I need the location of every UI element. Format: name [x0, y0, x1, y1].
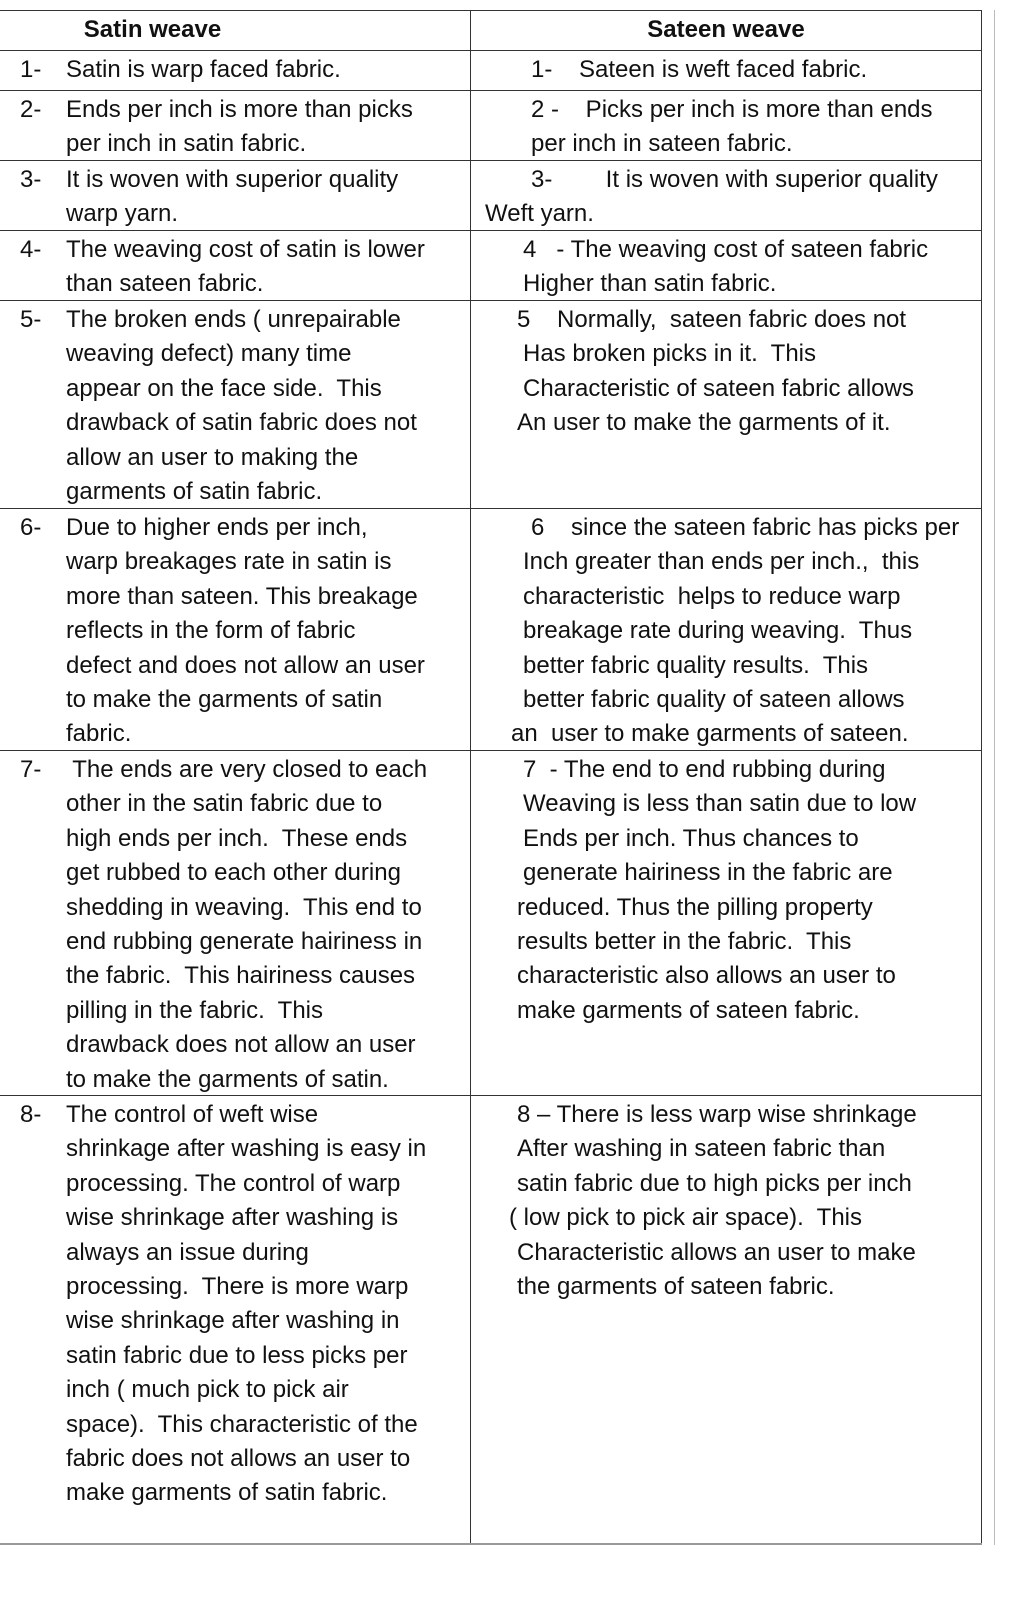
table-row: [0, 1096, 981, 1544]
table-header-row: [0, 11, 981, 51]
satin-text: [66, 163, 398, 232]
satin-text: [66, 753, 427, 1097]
text-line: to make the garments of satin: [66, 686, 383, 714]
text-line: satin fabric due to less picks per: [66, 1341, 408, 1369]
text-line: 8 – There is less warp wise shrinkage: [517, 1101, 917, 1128]
sateen-text: [509, 1098, 917, 1304]
row-number: 7-: [20, 756, 42, 783]
row-number: 8-: [20, 1101, 42, 1128]
text-line: 4 - The weaving cost of sateen fabric: [523, 236, 929, 263]
text-line: The ends are very closed to each: [66, 756, 428, 783]
text-line: an user to make garments of sateen.: [511, 720, 909, 748]
sateen-text: [485, 163, 938, 232]
text-line: weaving defect) many time: [66, 340, 352, 368]
text-line: 1- Sateen is weft faced fabric.: [531, 56, 868, 83]
sateen-text: [523, 233, 928, 302]
text-line: reduced. Thus the pilling property: [517, 893, 873, 921]
sateen-text: [517, 303, 914, 441]
row-number: 1-: [20, 56, 42, 83]
text-line: make garments of sateen fabric.: [517, 996, 860, 1024]
satin-text: [66, 53, 341, 87]
text-line: allow an user to making the: [66, 443, 359, 471]
row-number: 2-: [20, 96, 42, 123]
sateen-text: [511, 511, 959, 752]
text-line: After washing in sateen fabric than: [517, 1135, 886, 1163]
text-line: characteristic also allows an user to: [517, 962, 896, 990]
text-line: Due to higher ends per inch,: [66, 514, 368, 541]
text-line: breakage rate during weaving. Thus: [523, 617, 913, 645]
text-line: 7 - The end to end rubbing during: [523, 756, 886, 783]
text-line: defect and does not allow an user: [66, 651, 425, 679]
text-line: Weaving is less than satin due to low: [523, 790, 917, 818]
comparison-table: [0, 10, 982, 1543]
satin-text: [66, 233, 425, 302]
text-line: shedding in weaving. This end to: [66, 893, 422, 921]
text-line: processing. The control of warp: [66, 1169, 401, 1197]
text-line: the garments of sateen fabric.: [517, 1273, 835, 1301]
header-satin-weave: Satin weave: [83, 16, 222, 43]
text-line: The weaving cost of satin is lower: [66, 236, 425, 263]
text-line: garments of satin fabric.: [66, 478, 323, 506]
text-line: Ends per inch. Thus chances to: [523, 824, 859, 852]
satin-cell: [0, 301, 470, 508]
text-line: shrinkage after washing is easy in: [66, 1135, 427, 1163]
text-line: drawback does not allow an user: [66, 1031, 416, 1059]
header-sateen-weave: Sateen weave: [470, 11, 981, 50]
sateen-cell: [470, 509, 981, 750]
table-row: [0, 51, 981, 91]
satin-cell: [0, 91, 470, 160]
text-line: Has broken picks in it. This: [523, 340, 817, 368]
text-line: high ends per inch. These ends: [66, 824, 408, 852]
text-line: per inch in sateen fabric.: [531, 130, 793, 158]
text-line: the fabric. This hairiness causes: [66, 962, 416, 990]
text-line: satin fabric due to high picks per inch: [517, 1169, 912, 1197]
text-line: always an issue during: [66, 1238, 309, 1266]
text-line: reflects in the form of fabric: [66, 617, 356, 645]
text-line: more than sateen. This breakage: [66, 582, 418, 610]
sateen-text: [517, 753, 916, 1028]
row-number: 3-: [20, 166, 42, 193]
text-line: end rubbing generate hairiness in: [66, 928, 423, 956]
text-line: Higher than satin fabric.: [523, 270, 777, 298]
text-line: fabric does not allows an user to: [66, 1445, 411, 1473]
satin-cell: [0, 161, 470, 230]
text-line: 5 Normally, sateen fabric does not: [517, 306, 907, 333]
text-line: 6 since the sateen fabric has picks per: [531, 514, 960, 541]
row-number: 6-: [20, 514, 42, 541]
table-row: [0, 301, 981, 509]
text-line: make garments of satin fabric.: [66, 1479, 388, 1507]
satin-cell: [0, 751, 470, 1095]
sateen-text: [531, 93, 933, 162]
text-line: The broken ends ( unrepairable: [66, 306, 401, 333]
sateen-cell: [470, 91, 981, 160]
text-line: Inch greater than ends per inch., this: [523, 548, 920, 576]
text-line: warp breakages rate in satin is: [66, 548, 392, 576]
table-row: [0, 161, 981, 231]
satin-text: [66, 1098, 426, 1511]
text-line: to make the garments of satin.: [66, 1065, 389, 1093]
text-line: It is woven with superior quality: [66, 166, 399, 193]
text-line: processing. There is more warp: [66, 1273, 409, 1301]
text-line: get rubbed to each other during: [66, 859, 401, 887]
bottom-rule: [0, 1543, 982, 1545]
text-line: wise shrinkage after washing is: [66, 1204, 399, 1232]
satin-text: [66, 303, 417, 509]
table-row: [0, 751, 981, 1096]
satin-cell: [0, 51, 470, 90]
sateen-cell: [470, 301, 981, 508]
table-row: [0, 91, 981, 161]
page-edge-rule: [994, 10, 995, 1545]
text-line: other in the satin fabric due to: [66, 790, 383, 818]
text-line: wise shrinkage after washing in: [66, 1307, 400, 1335]
text-line: appear on the face side. This: [66, 374, 382, 402]
sateen-cell: [470, 161, 981, 230]
text-line: 2 - Picks per inch is more than ends: [531, 96, 933, 123]
text-line: Characteristic of sateen fabric allows: [523, 374, 914, 402]
sateen-cell: [470, 231, 981, 300]
text-line: than sateen fabric.: [66, 270, 264, 298]
text-line: inch ( much pick to pick air: [66, 1376, 349, 1404]
table-row: [0, 509, 981, 751]
sateen-cell: [470, 1096, 981, 1544]
satin-cell: [0, 231, 470, 300]
text-line: An user to make the garments of it.: [517, 409, 891, 437]
row-number: 4-: [20, 236, 42, 263]
satin-cell: [0, 509, 470, 750]
satin-text: [66, 93, 413, 162]
sateen-cell: [470, 751, 981, 1095]
sateen-text: [531, 53, 867, 87]
text-line: ( low pick to pick air space). This: [509, 1204, 863, 1232]
table-row: [0, 231, 981, 301]
text-line: per inch in satin fabric.: [66, 130, 307, 158]
text-line: Characteristic allows an user to make: [517, 1238, 916, 1266]
text-line: Weft yarn.: [485, 200, 594, 228]
text-line: results better in the fabric. This: [517, 928, 852, 956]
text-line: generate hairiness in the fabric are: [523, 859, 893, 887]
text-line: The control of weft wise: [66, 1101, 319, 1128]
satin-text: [66, 511, 425, 752]
text-line: pilling in the fabric. This: [66, 996, 324, 1024]
text-line: fabric.: [66, 720, 132, 748]
sateen-cell: [470, 51, 981, 90]
satin-cell: [0, 1096, 470, 1544]
text-line: drawback of satin fabric does not: [66, 409, 417, 437]
row-number: 5-: [20, 306, 42, 333]
text-line: 3- It is woven with superior quality: [531, 166, 938, 193]
text-line: warp yarn.: [66, 200, 179, 228]
text-line: better fabric quality of sateen allows: [523, 686, 905, 714]
text-line: Ends per inch is more than picks: [66, 96, 413, 123]
text-line: characteristic helps to reduce warp: [523, 582, 901, 610]
text-line: Satin is warp faced fabric.: [66, 56, 341, 83]
text-line: better fabric quality results. This: [523, 651, 869, 679]
text-line: space). This characteristic of the: [66, 1410, 418, 1438]
